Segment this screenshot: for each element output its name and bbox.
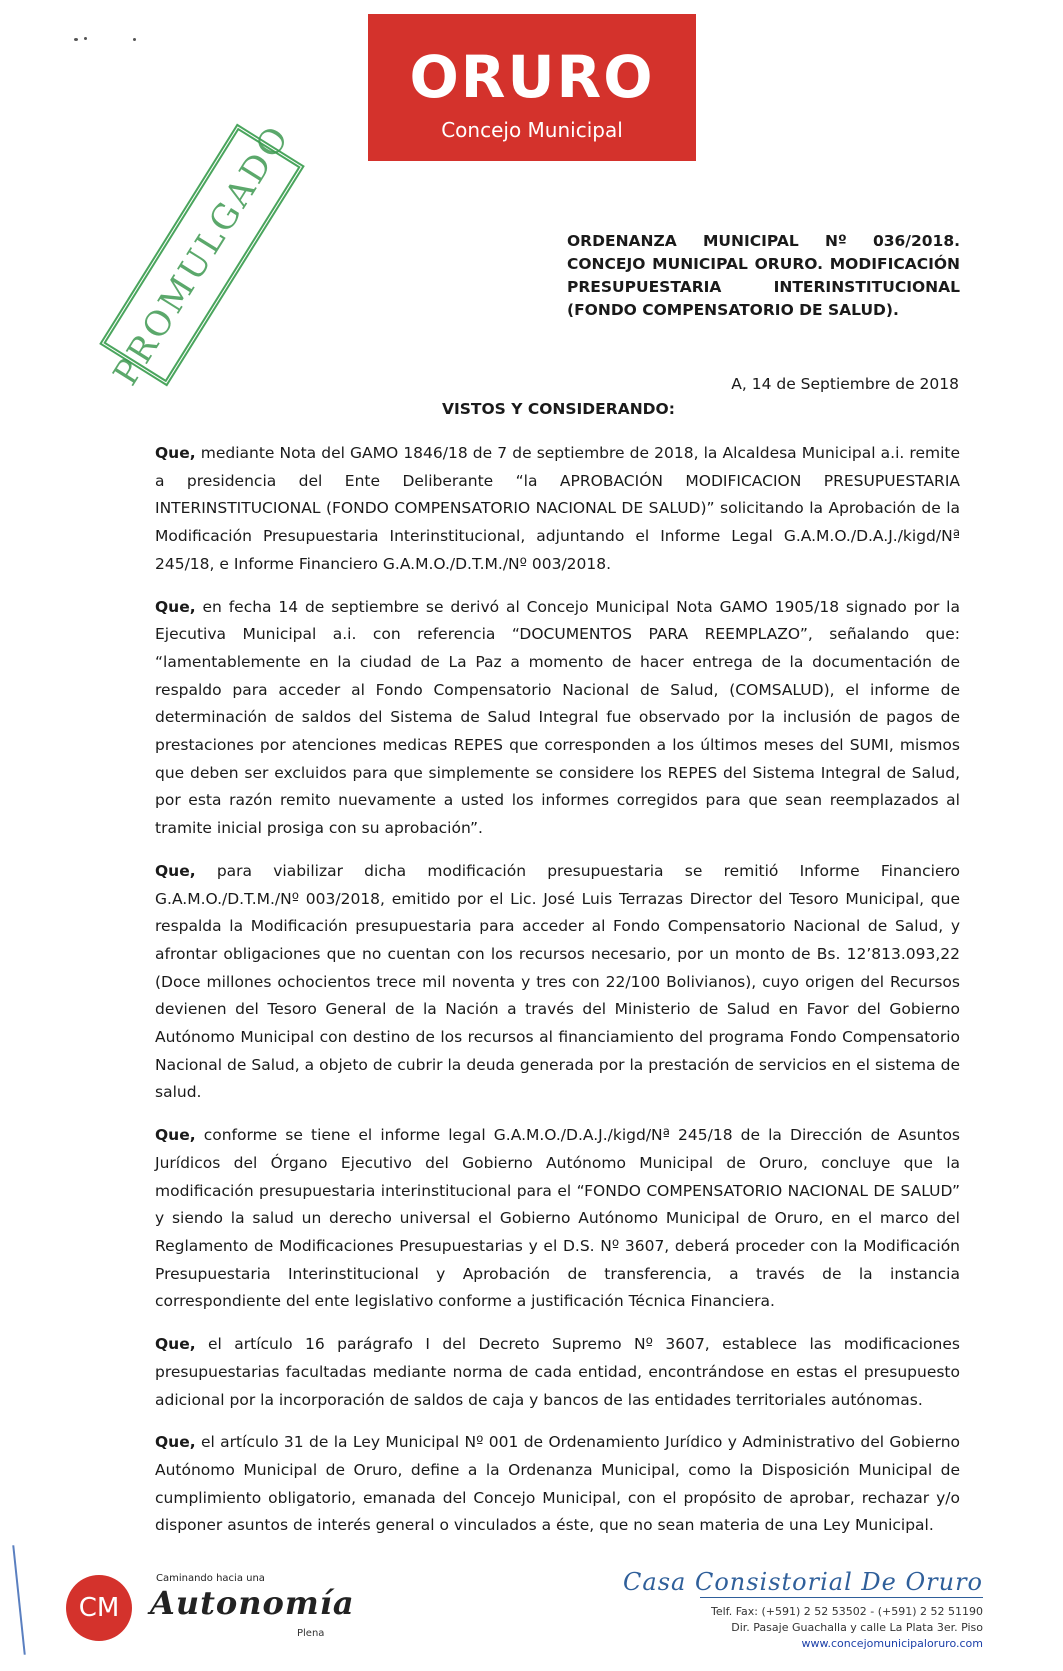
paragraph-lead: Que, bbox=[155, 1335, 196, 1354]
scan-speck bbox=[133, 38, 136, 41]
promulgado-stamp bbox=[99, 117, 305, 393]
paragraph-lead: Que, bbox=[155, 1126, 196, 1145]
paragraph bbox=[155, 1122, 960, 1316]
paragraph-text: el artículo 16 parágrafo I del Decreto Supremo Nº 3607, establece las modificaciones presupuestarias facultadas mediante norma de cada entidad, encontrándose en estas el presupuesto adicional por la incorporación de saldos de caja y bancos de las entidades territoriales autónomas. bbox=[155, 1335, 960, 1409]
paragraph-text: para viabilizar dicha modificación presupuestaria se remitió Informe Financiero G.A.M.O./D.T.M./Nº 003/2018, emitido por el Lic. José Luis Terrazas Director del Tesoro Municipal, que respalda la Modificación presupuestaria para acceder al Fondo Compensatorio Nacional de Salud, y afrontar obligaciones que no cuentan con los recursos necesario, por un monto de Bs. 12’813.093,22 (Doce millones ochocientos trece mil noventa y tres con 22/100 Bolivianos), cuyo origen del Recursos devienen del Tesoro General de la Nación a través del Ministerio de Salud en Favor del Gobierno Autónomo Municipal con destino de los recursos al financiamiento del programa Fondo Compensatorio Nacional de Salud, a objeto de cubrir la deuda generada por la prestación de servicios en el sistema de salud. bbox=[155, 861, 960, 1102]
footer-address: Dir. Pasaje Guachalla y calle La Plata 3er. Piso bbox=[731, 1621, 983, 1634]
slogan-bottom: Plena bbox=[297, 1628, 325, 1639]
paragraph-lead: Que, bbox=[155, 444, 196, 462]
slogan-top: Caminando hacia una bbox=[156, 1573, 265, 1584]
document-date: A, 14 de Septiembre de 2018 bbox=[731, 375, 959, 393]
ordinance-title: ORDENANZA MUNICIPAL Nº 036/2018. CONCEJO MUNICIPAL ORURO. MODIFICACIÓN PRESUPUESTARIA INTERINSTITUCIONAL (FONDO COMPENSATORIO DE SALUD). bbox=[567, 232, 960, 319]
oruro-logo bbox=[368, 14, 696, 161]
logo-subtitle: Concejo Municipal bbox=[441, 118, 623, 142]
paragraph bbox=[155, 440, 960, 579]
paragraph-lead: Que, bbox=[155, 861, 196, 880]
paragraph-text: mediante Nota del GAMO 1846/18 de 7 de septiembre de 2018, la Alcaldesa Municipal a.i. remite a presidencia del Ente Deliberante “la APROBACIÓN MODIFICACION PRESUPUESTARIA INTERINSTITUCIONAL (FONDO COMPENSATORIO NACIONAL DE SALUD)” solicitando la Aprobación de la Modificación Presupuestaria Interinstitucional, adjuntando el Informe Legal G.A.M.O./D.A.J./kigd/Nª 245/18, e Informe Financiero G.A.M.O./D.T.M./Nº 003/2018. bbox=[155, 444, 960, 573]
paragraph-text: conforme se tiene el informe legal G.A.M.O./D.A.J./kigd/Nª 245/18 de la Dirección de Asuntos Jurídicos del Órgano Ejecutivo del Gobierno Autónomo Municipal de Oruro, concluye que la modificación presupuestaria interinstitucional para el “FONDO COMPENSATORIO NACIONAL DE SALUD” y siendo la salud un derecho universal el Gobierno Autónomo Municipal de Oruro, en el marco del Reglamento de Modificaciones Presupuestarias y el D.S. Nº 3607, deberá proceder con la Modificación Presupuestaria Interinstitucional y Aprobación de transferencia, a través de la instancia correspondiente del ente legislativo conforme a justificación Técnica Financiera. bbox=[155, 1126, 960, 1311]
paragraph bbox=[155, 1331, 960, 1414]
paragraph-lead: Que, bbox=[155, 1433, 196, 1452]
paragraph-text: el artículo 31 de la Ley Municipal Nº 001 de Ordenamiento Jurídico y Administrativo del Gobierno Autónomo Municipal de Oruro, define a la Ordenanza Municipal, como la Disposición Municipal de cumplimiento obligatorio, emanada del Concejo Municipal, con el propósito de aprobar, rechazar y/o disponer asuntos de interés general o vinculados a éste, que no sean materia de una Ley Municipal. bbox=[155, 1433, 960, 1535]
casa-underline bbox=[700, 1597, 983, 1598]
footer-website[interactable]: www.concejomunicipaloruro.com bbox=[801, 1637, 983, 1650]
document-body bbox=[155, 440, 960, 1555]
paragraph bbox=[155, 594, 960, 843]
casa-consistorial: Casa Consistorial De Oruro bbox=[623, 1568, 983, 1596]
scan-speck bbox=[84, 37, 87, 40]
slogan-main: Autonomía bbox=[150, 1584, 355, 1622]
scan-speck bbox=[74, 38, 78, 41]
stamp-text: PROMULGADO bbox=[105, 117, 299, 393]
paragraph-lead: Que, bbox=[155, 597, 196, 616]
margin-pen-mark bbox=[12, 1545, 25, 1655]
logo-word: ORURO bbox=[409, 43, 655, 111]
cm-logo-text: CM bbox=[78, 1593, 120, 1623]
paragraph bbox=[155, 1429, 960, 1540]
paragraph-text: en fecha 14 de septiembre se derivó al Concejo Municipal Nota GAMO 1905/18 signado por la Ejecutiva Municipal a.i. con referencia “DOCUMENTOS PARA REEMPLAZO”, señalando que: “lamentablemente en la ciudad de La Paz a momento de hacer entrega de la documentación de respaldo para acceder al Fondo Compensatorio Nacional de Salud, (COMSALUD), el informe de determinación de saldos del Sistema de Salud Integral fue observado por la inclusión de pagos de prestaciones por atenciones medicas REPES que corresponden a los últimos meses del SUMI, mismos que deben ser excluidos para que simplemente se considere los REPES del Sistema Integral de Salud, por esta razón remito nuevamente a usted los informes corregidos para que sean reemplazados al tramite inicial prosiga con su aprobación”. bbox=[155, 597, 960, 838]
section-heading: VISTOS Y CONSIDERANDO: bbox=[442, 400, 675, 418]
paragraph bbox=[155, 858, 960, 1107]
footer-phone: Telf. Fax: (+591) 2 52 53502 - (+591) 2 52 51190 bbox=[710, 1605, 983, 1618]
